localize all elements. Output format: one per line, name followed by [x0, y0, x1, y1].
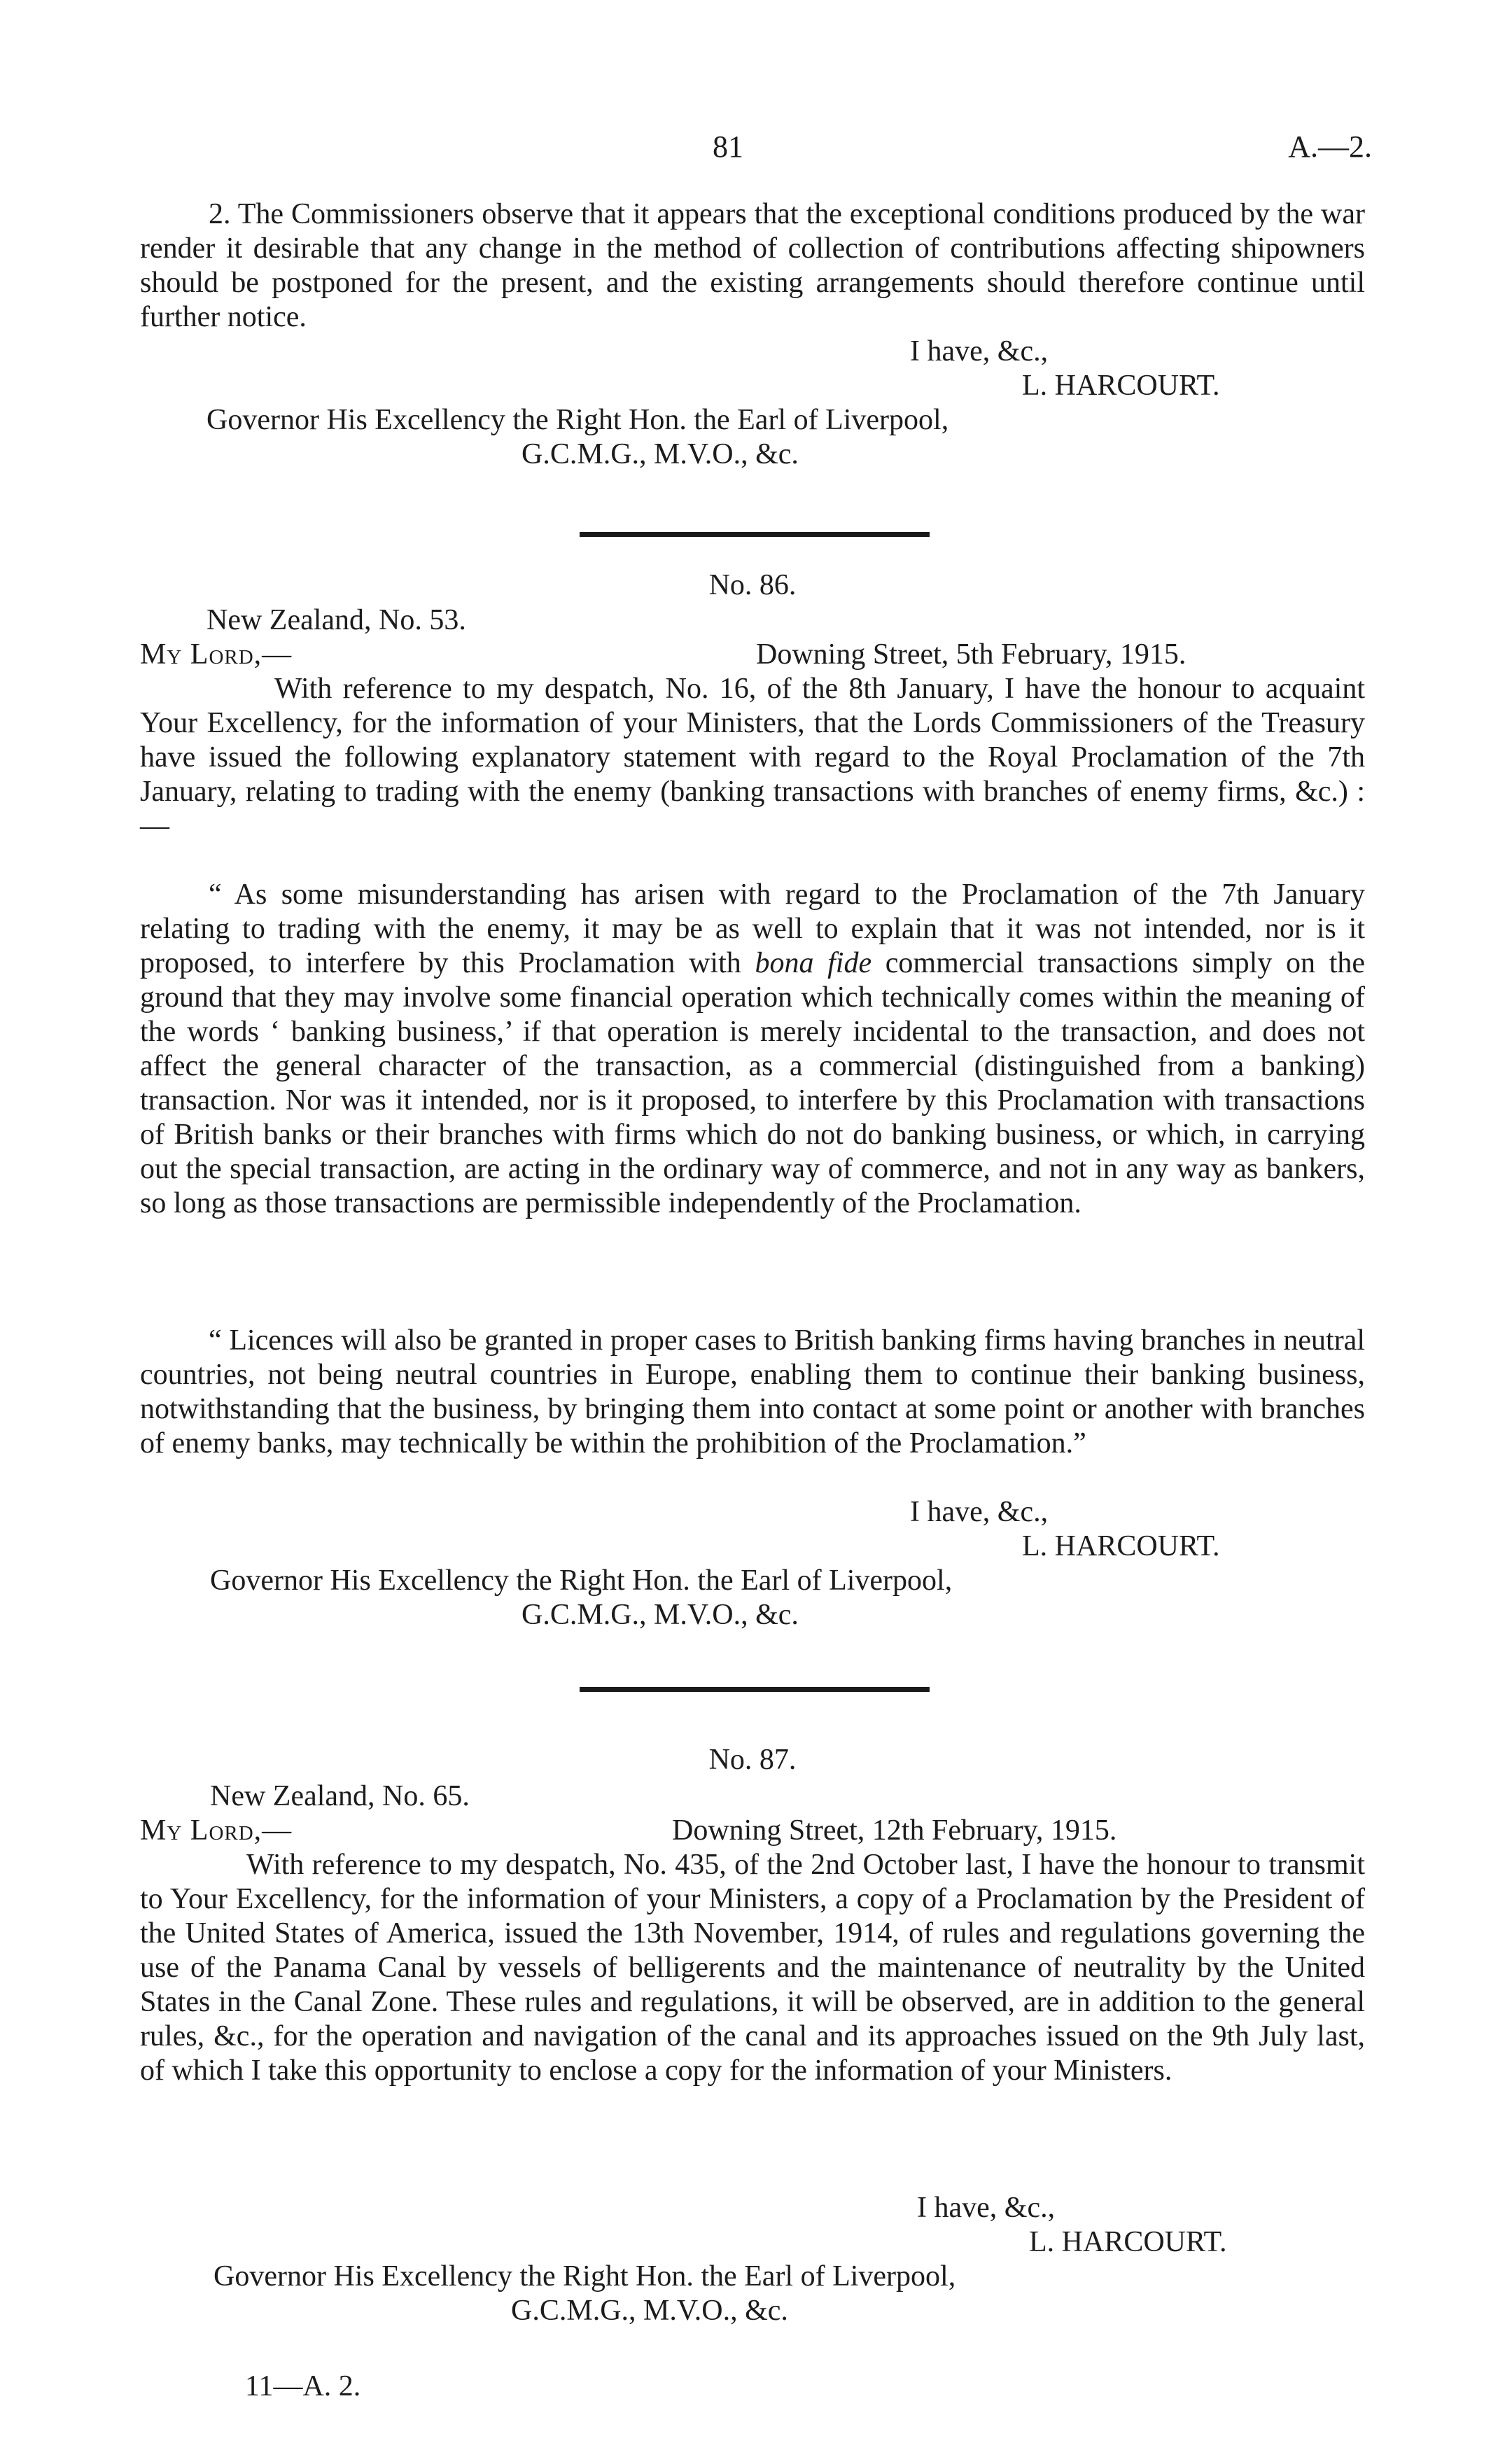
- section-divider: [580, 532, 930, 537]
- despatch-85-addressee: Governor His Excellency the Right Hon. the Earl of Liverpool,: [206, 404, 949, 436]
- despatch-87-signature: L. HARCOURT.: [1029, 2226, 1227, 2258]
- document-reference: A.—2.: [1288, 130, 1372, 164]
- despatch-86-place-date: Downing Street, 5th February, 1915.: [756, 638, 1186, 671]
- despatch-85-addressee-honours: G.C.M.G., M.V.O., &c.: [522, 438, 799, 470]
- despatch-86-addressee: Governor His Excellency the Right Hon. the Earl of Liverpool,: [210, 1564, 953, 1597]
- despatch-86-addressee-honours: G.C.M.G., M.V.O., &c.: [522, 1599, 799, 1631]
- despatch-87-closing: I have, &c.,: [917, 2192, 1056, 2224]
- quote-1-italic-phrase: bona fide: [755, 947, 872, 979]
- page-number: 81: [713, 130, 743, 164]
- despatch-87-number: No. 87.: [708, 1744, 797, 1776]
- despatch-86-number: No. 86.: [708, 569, 797, 601]
- despatch-87-place-date: Downing Street, 12th February, 1915.: [672, 1814, 1117, 1847]
- despatch-87-paragraph-1: With reference to my despatch, No. 435, of the 2nd October last, I have the honour to transmit to Your Excellency, for the information of your Ministers, a copy of a Proclamation by the President of the United States of America, issued the 13th November, 1914, of rules and regulations governing the use of the Panama Canal by vessels of belligerents and the maintenance of neutrality by the United States in the Canal Zone. These rules and regulations, it will be observed, are in addition to the general rules, &c., for the operation and navigation of the canal and its approaches issued on the 9th July last, of which I take this opportunity to enclose a copy for the information of your Ministers.: [140, 1849, 1365, 2087]
- quote-1-text-b: commercial transactions simply on the ground that they may involve some financial operation which technically comes within the meaning of the words ‘ banking business,’ if that operation is merely incidental to the transaction, and does not affect the general character of the transaction, as a commercial (distinguished from a banking) transaction. Nor was it intended, nor is it proposed, to interfere by this Proclamation with transactions of British banks or their branches with firms which do not do banking business, or which, in carrying out the special transaction, are acting in the ordinary way of commerce, and not in any way as bankers, so long as those transactions are permissible independently of the Proclamation.: [140, 947, 1366, 1219]
- despatch-85-paragraph-2: 2. The Commissioners observe that it appears that the exceptional conditions produced by the war render it desirable that any change in the method of collection of contributions affecting shipowners should be postponed for the present, and the existing arrangements should therefore continue until further notice.: [140, 198, 1365, 333]
- despatch-87-addressee: Governor His Excellency the Right Hon. the Earl of Liverpool,: [214, 2260, 956, 2292]
- quote-1-text-a: “ As some misunderstanding has arisen with regard to the Proclamation of the 7th January relating to trading with the enemy, it may be as well to explain that it was not intended, nor is it proposed, to interfere by this Proclamation with: [140, 878, 1365, 979]
- despatch-85-signature: L. HARCOURT.: [1022, 370, 1220, 402]
- despatch-86-quote-2: “ Licences will also be granted in proper cases to British banking firms having branches in neutral countries, not being neutral countries in Europe, enabling them to continue their banking business, notwithstanding that the business, by bringing them into contact at some point or another with branches of enemy banks, may technically be within the prohibition of the Proclamation.”: [140, 1324, 1365, 1460]
- despatch-86-signature: L. HARCOURT.: [1022, 1530, 1220, 1562]
- signature-mark: 11—A. 2.: [245, 2370, 361, 2402]
- despatch-87-addressee-honours: G.C.M.G., M.V.O., &c.: [511, 2295, 788, 2327]
- section-divider-2: [580, 1687, 930, 1692]
- despatch-86-closing: I have, &c.,: [910, 1496, 1049, 1528]
- despatch-85-closing: I have, &c.,: [910, 335, 1049, 368]
- despatch-86-paragraph-1: With reference to my despatch, No. 16, of the 8th January, I have the honour to acquaint Your Excellency, for the information of your Ministers, that the Lords Commissioners of the Treasury have issued the following explanatory statement with regard to the Royal Proclamation of the 7th January, relating to trading with the enemy (banking transactions with branches of enemy firms, &c.) :—: [140, 673, 1365, 842]
- despatch-87-salutation: My Lord,—: [140, 1814, 293, 1847]
- despatch-86-quote-1: [140, 878, 1365, 1221]
- page-header: [0, 129, 1505, 178]
- despatch-86-salutation: My Lord,—: [140, 638, 293, 671]
- despatch-86-reference: New Zealand, No. 53.: [206, 604, 466, 636]
- despatch-87-reference: New Zealand, No. 65.: [210, 1780, 470, 1812]
